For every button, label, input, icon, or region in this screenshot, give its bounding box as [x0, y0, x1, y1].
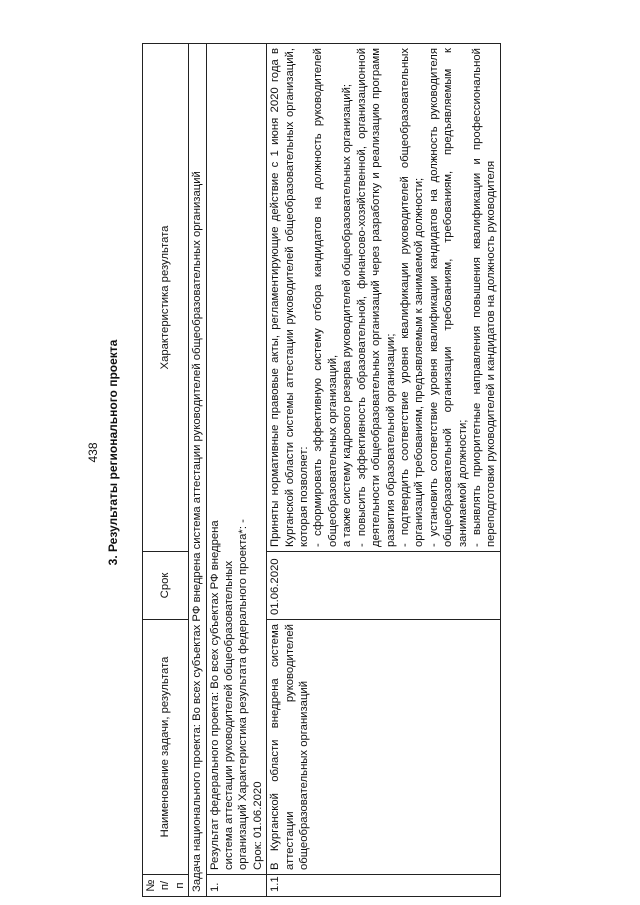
characteristic-cell [267, 44, 501, 552]
section-title: 3. Результаты регионального проекта [106, 339, 120, 566]
characteristic-intro: Приняты нормативные правовые акты, регламентирующие действие с 1 июня 2020 года в Курганской области системы аттестации руководителей общеобразовательных организаций, которая позволяет: [269, 48, 311, 547]
characteristic-bullet: - повысить эффективность образовательной, финансово-хозяйственной, организационной деятельности общеобразовательных организаций через разработку и реализацию программ развития образовательной организации; [355, 48, 397, 547]
characteristic-bullet: - выявлять приоритетные направления повышения квалификации и профессиональной переподготовки руководителей и кандидатов на должность руководителя [470, 48, 498, 547]
header-number: № п/п [143, 875, 189, 897]
table-header-row [143, 44, 189, 897]
row-number: 1. [206, 875, 267, 897]
characteristic-bullet: - сформировать эффективную систему отбора кандидатов на должность руководителей общеобразовательных организаций, [312, 48, 339, 547]
regional-result-name: В Курганской области внедрена система аттестации руководителей общеобразовательных организаций [267, 620, 501, 875]
table-row [206, 44, 267, 897]
results-table [142, 43, 501, 897]
header-characteristic: Характеристика результата [143, 44, 189, 552]
table-row [267, 44, 501, 897]
characteristic-bullet: - установить соответствие уровня квалификации кандидатов на должность руководителя общеобразовательной организации требованиям, требованиям, предъявляемым к занимаемой должности; [427, 48, 469, 547]
row-number: 1.1 [267, 875, 501, 897]
national-task-cell: Задача национального проекта: Во всех субъектах РФ внедрена система аттестации руководителей общеобразовательных организаций [189, 44, 206, 897]
federal-result-cell [206, 44, 267, 875]
table-row [189, 44, 206, 897]
characteristic-bullet: - подтвердить соответствие уровня квалификации руководителей общеобразовательных организаций требованиям, предъявляемым к занимаемой должности; [398, 48, 426, 547]
deadline-cell: 01.06.2020 [267, 552, 501, 620]
characteristic-bullet: а также систему кадрового резерва руководителей общеобразовательных организаций; [341, 83, 354, 547]
header-task-name: Наименование задачи, результата [143, 620, 189, 875]
header-deadline: Срок [143, 552, 189, 620]
federal-result-text: Результат федерального проекта: Во всех субъектах РФ внедрена система аттестации руководителей общеобразовательных организаций Характеристика результата федерального проекта*: - Срок: 01.06.2020 [208, 519, 264, 870]
page-number: 438 [86, 442, 100, 463]
